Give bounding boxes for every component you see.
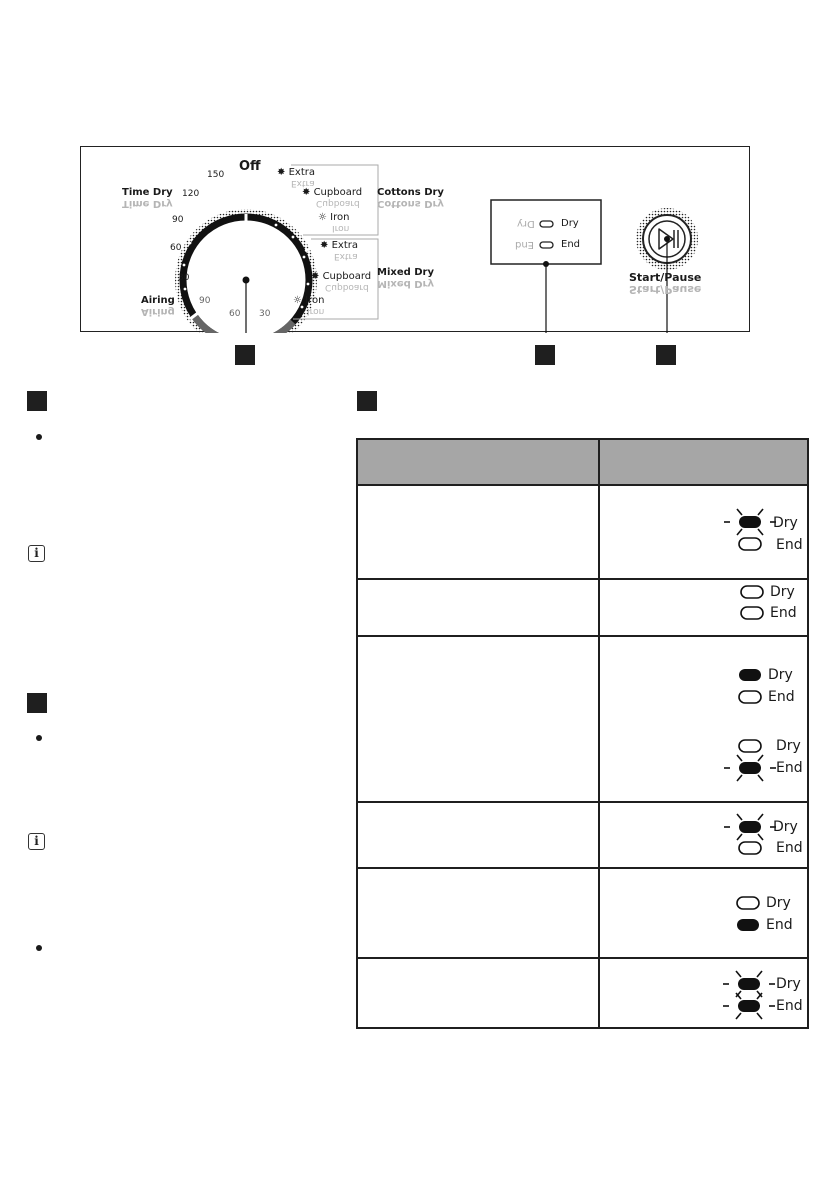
row4-end-label: End (776, 840, 803, 856)
tick-30: 30 (178, 273, 190, 283)
tick-90: 90 (172, 215, 184, 225)
bullet-3 (36, 945, 42, 951)
cottons-iron-reflection: Iron (332, 223, 350, 233)
row6-end-led-blink (723, 993, 775, 1019)
display-dry-label: Dry (561, 218, 579, 229)
row5-end-led-on (737, 919, 759, 931)
table-column-divider (598, 440, 600, 1027)
airing-label-reflection: Airing (141, 306, 175, 317)
row1-dry-label: Dry (773, 515, 798, 531)
sun-full-icon: ✸ (277, 167, 286, 178)
row1-end-label: End (776, 537, 803, 553)
time-dry-label-reflection: Time Dry (122, 198, 173, 209)
airing-label: Airing (141, 295, 175, 306)
control-panel (80, 146, 750, 332)
row3-dry-label: Dry (768, 667, 793, 683)
display-end-label: End (561, 239, 581, 250)
tick-120: 120 (182, 189, 200, 199)
sun-low-icon: ☼ (318, 212, 327, 223)
mixed-dry-label: Mixed Dry (377, 267, 435, 278)
cottons-cupboard: ✸ Cupboard (302, 187, 363, 198)
row3b-dry-led-off (739, 740, 761, 752)
status-display (491, 200, 601, 264)
display-end-label-reflection: End (515, 239, 535, 250)
row2-dry-label: Dry (770, 584, 795, 600)
panel-drawing (81, 147, 751, 333)
sun-medium-icon: ✸ (311, 271, 320, 282)
tick-60: 60 (170, 243, 182, 253)
mixed-cupboard: ✸ Cupboard (311, 271, 372, 282)
callout-dial (235, 345, 255, 365)
display-dry-label-reflection: Dry (517, 218, 535, 229)
mixed-dry-label-reflection: Mixed Dry (377, 278, 435, 289)
start-pause-label-reflection: Start/Pause (629, 283, 702, 296)
program-dial[interactable] (175, 209, 320, 333)
sun-low-icon: ☼ (293, 295, 302, 306)
airing-tick-60: 60 (229, 309, 241, 319)
dial-off-label: Off (239, 159, 261, 174)
row5-dry-led-off (737, 897, 759, 909)
row3-end-led-off (739, 691, 761, 703)
row2-dry-led-off (741, 586, 763, 598)
row5-end-label: End (766, 917, 793, 933)
cottons-dry-label: Cottons Dry (377, 187, 444, 198)
row2-end-label: End (770, 605, 797, 621)
cottons-dry-label-reflection: Cottons Dry (377, 198, 444, 209)
row4-end-led-off (739, 842, 761, 854)
mixed-iron-reflection: Iron (307, 306, 325, 316)
row5-dry-label: Dry (766, 895, 791, 911)
row3-end-label: End (768, 689, 795, 705)
row3b-end-label: End (776, 760, 803, 776)
mixed-extra: ✸ Extra (320, 240, 358, 251)
row3b-dry-label: Dry (776, 738, 801, 754)
callout-display (535, 345, 555, 365)
row2-end-led-off (741, 607, 763, 619)
cottons-extra: ✸ Extra (277, 167, 315, 178)
row6-dry-label: Dry (776, 976, 801, 992)
sun-full-icon: ✸ (320, 240, 329, 251)
row1-end-led-off (739, 538, 761, 550)
table-header (358, 440, 807, 486)
sun-medium-icon: ✸ (302, 187, 311, 198)
cottons-iron: ☼ Iron (318, 212, 350, 223)
cottons-cupboard-reflection: Cupboard (316, 198, 360, 208)
mixed-iron: ☼ Iron (293, 295, 325, 306)
tick-150: 150 (207, 170, 225, 180)
time-dry-label: Time Dry (122, 187, 173, 198)
row6-dry-led-blink (723, 971, 775, 997)
row4-dry-led-blink (724, 814, 776, 840)
section-marker-1 (27, 391, 47, 411)
mixed-cupboard-reflection: Cupboard (325, 282, 369, 292)
mixed-extra-reflection: Extra (334, 251, 358, 261)
cottons-extra-reflection: Extra (291, 178, 315, 188)
row4-dry-label: Dry (773, 819, 798, 835)
row6-end-label: End (776, 998, 803, 1014)
row3b-end-led-blink (724, 755, 776, 781)
start-pause-label: Start/Pause (629, 271, 702, 284)
bullet-2 (36, 735, 42, 741)
callout-start (656, 345, 676, 365)
bullet-1 (36, 434, 42, 440)
section-marker-2 (27, 693, 47, 713)
airing-tick-30: 30 (259, 309, 271, 319)
row1-dry-led-blink (724, 509, 776, 535)
section-marker-3 (357, 391, 377, 411)
info-icon: i (28, 833, 45, 850)
info-icon: i (28, 545, 45, 562)
airing-tick-90: 90 (199, 296, 211, 306)
row3-dry-led-on (739, 669, 761, 681)
